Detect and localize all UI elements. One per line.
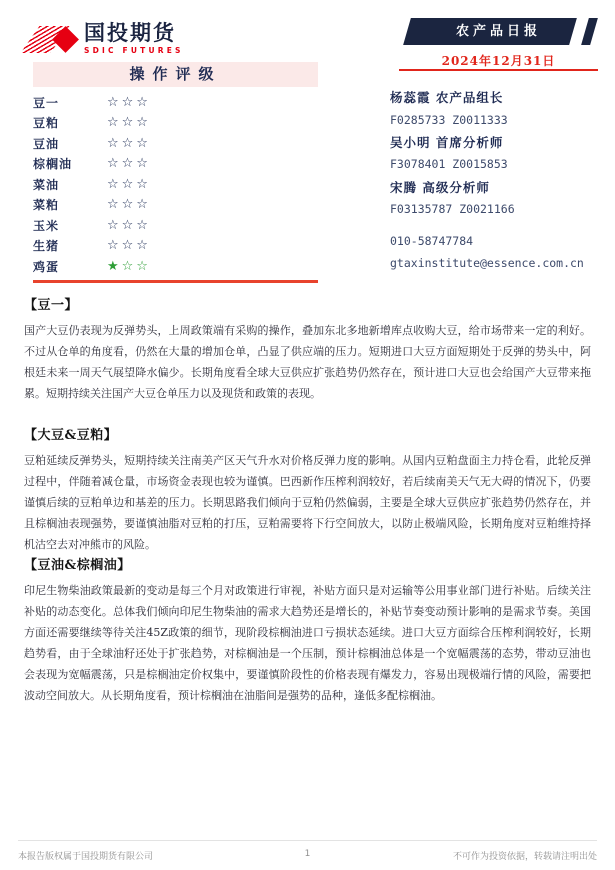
report-type-banner: [400, 18, 597, 45]
logo-company-name: 国投期货: [84, 20, 176, 45]
rating-stars: ☆☆☆: [107, 94, 151, 110]
date-underline: [399, 69, 598, 71]
company-logo: [26, 20, 296, 62]
product-name: 菜粕: [33, 198, 60, 213]
section-douyi: [24, 294, 591, 404]
rating-stars: ★☆☆: [107, 258, 151, 274]
section-body: 国产大豆仍表现为反弹势头，上周政策端有采购的操作，叠加东北多地新增库点收购大豆，给市场带来一定的利好。不过从仓单的角度看，仍然在大量的增加仓单，凸显了供应端的压力。短期进口大豆方面短期处于反弹的势头中，阿根廷未来一周天气展望降水偏少。长期角度看全球大豆供应扩张趋势仍然存在，预计进口大豆也会给国产大豆带来拖累。短期持续关注国产大豆仓单压力以及现货和政策的表现。: [24, 324, 591, 400]
product-name: 生猪: [33, 239, 60, 254]
analyst-license-codes: F0285733 Z0011333: [390, 112, 508, 127]
section-oils: [24, 554, 591, 706]
analyst-name-title: 杨蕊霞 农产品组长: [390, 90, 504, 106]
rating-stars: ☆☆☆: [107, 197, 151, 213]
page-number: 1: [304, 849, 311, 859]
analyst-name-title: 吴小明 首席分析师: [390, 134, 504, 150]
rating-stars: ☆☆☆: [107, 156, 151, 172]
rating-table-underline: [33, 280, 318, 283]
product-name: 豆一: [33, 95, 60, 110]
footer-copyright: 本报告版权属于国投期货有限公司: [18, 852, 154, 862]
section-body: 印尼生物柴油政策最新的变动是每三个月对政策进行审视，补贴方面只是对运输等公用事业部门进行补贴。后续关注补贴的动态变化。总体我们倾向印尼生物柴油的需求大趋势还是增长的，补贴节奏变动预计影响的是需求节奏。美国方面还需要继续等待关注45Z政策的细节，现阶段棕榈油进口亏损状态延续。进口大豆方面综合压榨利润较好，长期趋势看，由于全球油籽还处于扩张趋势，对棕榈油是一个压制，预计棕榈油总体是一个宽幅震荡的态势，带动豆油也会表现为宽幅震荡，只是棕榈油定价权集中，要谨慎阶段性的价格表现有爆发力，容易出现极端行情的风险，需要把波动空间放大。从长期角度看，预计棕榈油在油脂间是强势的品种，逢低多配棕榈油。: [24, 584, 591, 702]
contact-email: gtaxinstitute@essence.com.cn: [390, 255, 584, 270]
product-name: 豆粕: [33, 116, 60, 131]
logo-text: [84, 20, 184, 56]
sdic-diamond-logo-icon: [26, 23, 80, 57]
table-row: [33, 195, 318, 216]
product-name: 菜油: [33, 177, 60, 192]
analyst-contact-block: [390, 86, 608, 274]
section-title: 【豆一】: [24, 298, 79, 313]
analyst-name-title: 宋腾 高级分析师: [390, 179, 490, 195]
report-type-title: 农产品日报: [455, 24, 541, 39]
rating-table-rows: [33, 92, 318, 277]
rating-table: [33, 62, 318, 277]
rating-stars: ☆☆☆: [107, 115, 151, 131]
rating-table-title: 操作评级: [33, 62, 318, 87]
product-name: 玉米: [33, 218, 60, 233]
rating-stars: ☆☆☆: [107, 176, 151, 192]
table-row: [33, 236, 318, 257]
table-row: [33, 256, 318, 277]
contact-phone: 010-58747784: [390, 233, 474, 248]
table-row: [33, 92, 318, 113]
rating-stars: ☆☆☆: [107, 135, 151, 151]
analyst-license-codes: F3078401 Z0015853: [390, 157, 508, 172]
section-title: 【大豆&豆粕】: [24, 428, 118, 443]
page-footer: [18, 840, 597, 862]
table-row: [33, 174, 318, 195]
logo-company-name-en: SDIC FUTURES: [84, 46, 184, 55]
section-title: 【豆油&棕榈油】: [24, 558, 131, 573]
table-row: [33, 154, 318, 175]
rating-stars: ☆☆☆: [107, 217, 151, 233]
footer-disclaimer: 不可作为投资依据，转载请注明出处: [452, 852, 597, 862]
analyst-license-codes: F03135787 Z0021166: [390, 202, 515, 217]
table-row: [33, 113, 318, 134]
product-name: 棕榈油: [33, 157, 73, 172]
table-row: [33, 215, 318, 236]
section-body: 豆粕延续反弹势头，短期持续关注南美产区天气升水对价格反弹力度的影响。从国内豆粕盘面主力持仓看，此轮反弹过程中，伴随着减仓量，市场资金表现也较为谨慎。巴西新作压榨利润较好，若后续南美天气无大碍的情况下，仍要谨慎后续的豆粕单边和基差的压力。长期思路我们倾向于豆粕仍然偏弱，主要是全球大豆供应扩张趋势仍然存在，并且棕榈油表现强势，要谨慎油脂对豆粕的打压，豆粕需要将下行空间放大，以防止极端风险，长期角度对豆粕维持择机沽空去对冲熊市的风险。: [24, 454, 591, 551]
product-name: 豆油: [33, 136, 60, 151]
product-name: 鸡蛋: [33, 259, 60, 274]
report-date: 2024年12月31日: [441, 54, 556, 68]
section-soybean-meal: [24, 424, 591, 555]
rating-stars: ☆☆☆: [107, 238, 151, 254]
table-row: [33, 133, 318, 154]
